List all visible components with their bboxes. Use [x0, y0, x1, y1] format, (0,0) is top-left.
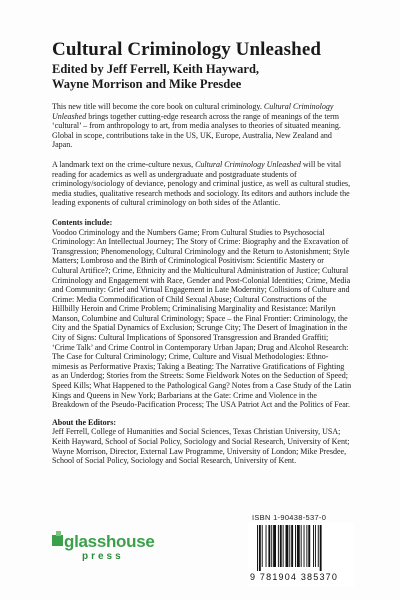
book-title: Cultural Criminology Unleashed	[52, 39, 322, 60]
isbn-label: ISBN 1-90438-537-0	[252, 513, 327, 522]
landmark-text-2: will be vital reading for academics as well as undergraduate and postgraduate students of criminology/sociology of deviance, penology and criminal justice, as well as cultural studies, media studies, qualitative research methods and sociology. Its editors and authors include the leading exponents of cultural criminology on both sides of the Atlantic.	[52, 159, 351, 208]
intro-text-2: brings together cutting-edge research across the range of meanings of the term ‘cultural’ – from anthropology to art, from media analyses to theories of situated meaning. Global in scope, contributions take in the US, UK, Europe, Australia, New Zealand and Japan.	[52, 111, 341, 150]
landmark-text-1: A landmark text on the crime-culture nexus,	[52, 159, 196, 169]
publisher-sub: press	[82, 551, 124, 562]
contents-heading: Contents include:	[52, 217, 113, 227]
cover-text-block	[52, 40, 352, 466]
contents-list: Voodoo Criminology and the Numbers Game; From Cultural Studies to Psychosocial Criminology: An Intellectual Journey; The Story of Crime: Biography and the Excavation of Transgression; Phenomenology, Cultural Criminology and the Return to Astonishment; Style Matters; Lombroso and the Birth of Criminological Positivism: Scientific Mastery or Cultural Artifice?; Crime, Ethnicity and the Multicultural Administration of Justice; Cultural Criminology and Engagement with Race, Gender and Post-Colonial Identities; Crime, Media and Community: Grief and Virtual Engagement in Late Modernity; Collisions of Culture and Crime: Media Commodification of Child Sexual Abuse; Cultural Constructions of the Hillbilly Heroin and Crime Problem; Criminalising Marginality and Resistance: Marilyn Manson, Columbine and Cultural Criminology; Space – the Final Frontier: Criminology, the City and the Spatial Dynamics of Exclusion; Scrunge City; The Desert of Imagination in the City of Signs: Cultural Implications of Sponsored Transgression and Branded Graffiti; ‘Crime Talk’ and Crime Control in Contemporary Urban Japan; Drug and Alcohol Research: The Case for Cultural Criminology; Crime, Culture and Visual Methodologies: Ethno-mimesis as Performative Praxis; Taking a Beating: The Narrative Gratifications of Fighting as an Underdog; Stories from the Streets: Some Fieldwork Notes on the Seduction of Speed; Speed Kills; What Happened to the Pathological Gang? Notes from a Case Study of the Latin Kings and Queens in New York; Barbarians at the Gate: Crime and Violence in the Breakdown of the Pseudo-Pacification Process; The USA Patriot Act and the Politics of Fear.	[52, 227, 352, 410]
editors-line-2: Wayne Morrison and Mike Presdee	[52, 77, 242, 91]
glasshouse-logo-icon	[52, 529, 162, 569]
about-editors-heading: About the Editors:	[52, 417, 117, 427]
intro-text-1: This new title will become the core book on cultural criminology.	[52, 102, 264, 111]
barcode-number: 9 781904 385370	[250, 572, 339, 582]
intro-italic-title: Cultural Criminology Unleashed	[52, 102, 334, 121]
landmark-italic-title: Cultural Criminology Unleashed	[195, 159, 301, 169]
editors-line-1: Edited by Jeff Ferrell, Keith Hayward,	[52, 62, 260, 76]
intro-paragraph	[52, 102, 352, 150]
about-editors-text: Jeff Ferrell, College of Humanities and Social Sciences, Texas Christian University, USA; Keith Hayward, School of Social Policy, Sociology and Social Research, University of Kent; Wayne Morrison, Director, External Law Programme, University of London; Mike Presdee, School of Social Policy, Sociology and Social Research, University of Kent.	[52, 427, 350, 466]
landmark-paragraph	[52, 160, 352, 208]
publisher-logo	[52, 533, 162, 563]
editors-line	[52, 62, 352, 92]
barcode-icon	[255, 525, 351, 571]
publisher-name: glasshouse	[64, 532, 155, 551]
